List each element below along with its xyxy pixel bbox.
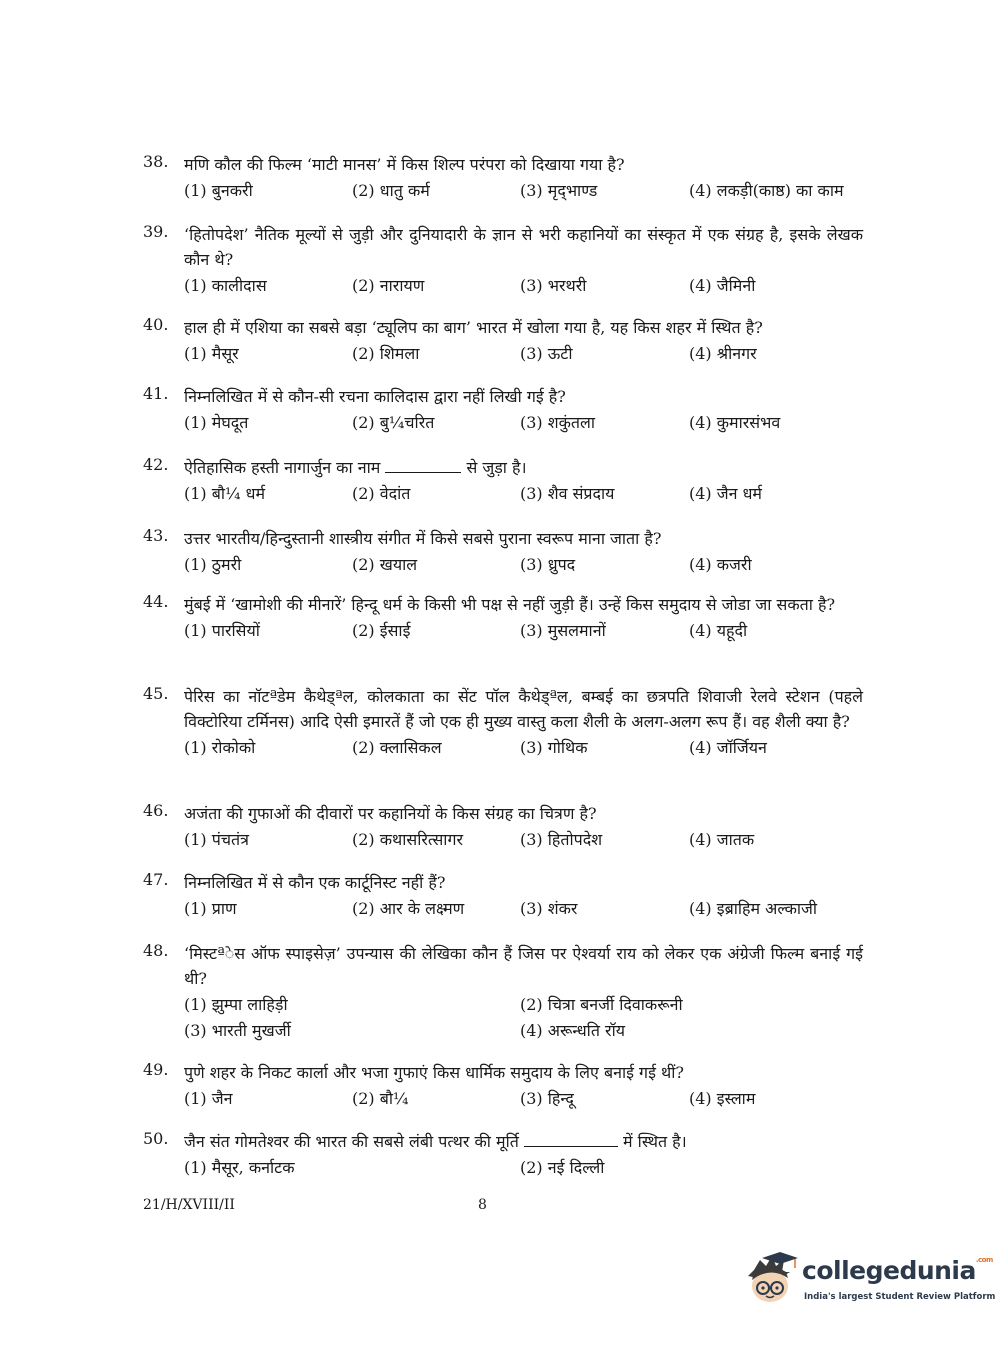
question-number: 42. xyxy=(143,455,169,474)
option-2: (2) नारायण xyxy=(352,276,425,295)
option-1: (1) मैसूर xyxy=(184,344,239,363)
option-4: (4) लकड़ी(काष्ठ) का काम xyxy=(689,181,844,200)
question-number: 38. xyxy=(143,152,169,171)
question-text: मणि कौल की फिल्म ‘माटी मानस’ में किस शिल्प परंपरा को दिखाया गया है? xyxy=(184,155,625,174)
question-39 xyxy=(143,222,863,300)
question-text: मुंबई में ‘खामोशी की मीनारें’ हिन्दू धर्म के किसी भी पक्ष से नहीं जुड़ी हैं। उन्हें किस समुदाय से जोडा जा सकता है? xyxy=(184,595,836,614)
logo-tagline: India's largest Student Review Platform xyxy=(804,1292,996,1302)
question-number: 48. xyxy=(143,941,169,960)
option-3: (3) मृद्‌भाण्ड xyxy=(520,181,598,200)
question-text: ‘हितोपदेश’ नैतिक मूल्यों से जुड़ी और दुनियादारी के ज्ञान से भरी कहानियों का संस्कृत में एक संग्रह है, इसके लेखक कौन थे? xyxy=(184,225,863,269)
option-2: (2) चित्रा बनर्जी दिवाकरूनी xyxy=(520,995,683,1014)
question-text-before: जैन संत गोमतेश्वर की भारत की सबसे लंबी पत्थर की मूर्ति xyxy=(184,1132,519,1151)
option-4: (4) इब्राहिम अल्काजी xyxy=(689,899,818,918)
question-text xyxy=(184,455,863,480)
question-text: अजंता की गुफाओं की दीवारों पर कहानियों के किस संग्रह का चित्रण है? xyxy=(184,804,597,823)
option-1: (1) बौ¼ धर्म xyxy=(184,484,266,503)
option-3: (3) शकुंतला xyxy=(520,413,596,432)
logo-text xyxy=(802,1256,993,1285)
option-2: (2) क्लासिकल xyxy=(352,738,442,757)
fill-blank xyxy=(524,1132,618,1147)
question-number: 46. xyxy=(143,801,169,820)
options xyxy=(184,274,863,300)
option-3: (3) हितोपदेश xyxy=(520,830,603,849)
question-48 xyxy=(143,941,863,1045)
option-3: (3) ध्रुपद xyxy=(520,555,576,574)
page-number: 8 xyxy=(478,1197,487,1213)
option-1: (1) मेघदूत xyxy=(184,413,249,432)
options xyxy=(184,897,863,923)
question-number: 41. xyxy=(143,384,169,403)
option-1: (1) मैसूर, कर्नाटक xyxy=(184,1158,295,1177)
options-row-2 xyxy=(184,1019,863,1045)
option-3: (3) गोथिक xyxy=(520,738,588,757)
question-text: ‘मिस्टªेस ऑफ स्पाइसेज़’ उपन्यास की लेखिका कौन हैं जिस पर ऐश्वर्या राय को लेकर एक अंग्रेजी फिल्म बनाई गई थी? xyxy=(184,944,863,988)
question-46 xyxy=(143,801,863,854)
question-text: हाल ही में एशिया का सबसे बड़ा ‘ट्यूलिप का बाग’ भारत में खोला गया है, यह किस शहर में स्थित है? xyxy=(184,318,763,337)
question-text: उत्तर भारतीय/हिन्दुस्तानी शास्त्रीय संगीत में किसे सबसे पुराना स्वरूप माना जाता है? xyxy=(184,529,662,548)
option-1: (1) पारसियों xyxy=(184,621,260,640)
question-text: निम्नलिखित में से कौन एक कार्टूनिस्ट नहीं हैं? xyxy=(184,873,446,892)
option-4: (4) जैन धर्म xyxy=(689,484,762,503)
options xyxy=(184,828,863,854)
option-2: (2) बौ¼ xyxy=(352,1089,409,1108)
logo-suffix: .com xyxy=(975,1256,993,1264)
option-2: (2) वेदांत xyxy=(352,484,411,503)
option-3: (3) शंकर xyxy=(520,899,578,918)
fill-blank xyxy=(385,458,461,473)
option-3: (3) शैव संप्रदाय xyxy=(520,484,615,503)
question-number: 47. xyxy=(143,870,169,889)
question-45 xyxy=(143,684,863,762)
options xyxy=(184,411,863,437)
option-4: (4) इस्लाम xyxy=(689,1089,756,1108)
question-text: पुणे शहर के निकट कार्ला और भजा गुफाएं किस धार्मिक समुदाय के लिए बनाई गई थीं? xyxy=(184,1063,684,1082)
option-4: (4) जॉर्जियन xyxy=(689,738,767,757)
option-3: (3) ऊटी xyxy=(520,344,573,363)
question-42 xyxy=(143,455,863,508)
question-number: 50. xyxy=(143,1129,169,1148)
option-4: (4) कुमारसंभव xyxy=(689,413,781,432)
question-47 xyxy=(143,870,863,923)
question-text-after: से जुड़ा है। xyxy=(466,458,527,477)
question-number: 45. xyxy=(143,684,169,703)
question-50 xyxy=(143,1129,863,1182)
logo-name: collegedunia xyxy=(802,1256,976,1285)
option-1: (1) बुनकरी xyxy=(184,181,253,200)
question-text: पेरिस का नॉटªडेम कैथेड्ªल, कोलकाता का सेंट पॉल कैथेड्ªल, बम्बई का छत्रपति शिवाजी रेलवे स्टेशन (पहले विक्टोरिया टर्मिनस) आदि ऐसी इमारतें हैं जो एक ही मुख्य वास्तु कला शैली के अलग-अलग रूप हैं। वह शैली क्या है? xyxy=(184,687,863,731)
options xyxy=(184,342,863,368)
options xyxy=(184,482,863,508)
option-2: (2) खयाल xyxy=(352,555,418,574)
option-2: (2) बु¼चरित xyxy=(352,413,435,432)
option-2: (2) शिमला xyxy=(352,344,420,363)
collegedunia-logo xyxy=(740,1248,996,1314)
option-2: (2) ईसाई xyxy=(352,621,411,640)
question-text-after: में स्थित है। xyxy=(623,1132,687,1151)
options xyxy=(184,1156,863,1182)
question-number: 40. xyxy=(143,315,169,334)
option-1: (1) कालीदास xyxy=(184,276,267,295)
option-3: (3) भरथरी xyxy=(520,276,587,295)
option-2: (2) आर के लक्ष्मण xyxy=(352,899,465,918)
option-4: (4) कजरी xyxy=(689,555,752,574)
options xyxy=(184,1087,863,1113)
footer-code: 21/H/XVIII/II xyxy=(143,1197,235,1213)
question-40 xyxy=(143,315,863,368)
option-1: (1) ठुमरी xyxy=(184,555,242,574)
option-1: (1) रोकोको xyxy=(184,738,256,757)
question-44 xyxy=(143,592,863,645)
option-4: (4) श्रीनगर xyxy=(689,344,757,363)
options xyxy=(184,736,863,762)
option-1: (1) झुम्पा लाहिड़ी xyxy=(184,995,288,1014)
option-4: (4) जातक xyxy=(689,830,755,849)
option-2: (2) नई दिल्ली xyxy=(520,1158,605,1177)
options-row-1 xyxy=(184,993,863,1019)
question-number: 39. xyxy=(143,222,169,241)
option-1: (1) जैन xyxy=(184,1089,233,1108)
option-1: (1) प्राण xyxy=(184,899,237,918)
question-text: निम्नलिखित में से कौन-सी रचना कालिदास द्वारा नहीं लिखी गई है? xyxy=(184,387,566,406)
option-3: (3) हिन्दू xyxy=(520,1089,574,1108)
option-4: (4) यहूदी xyxy=(689,621,748,640)
option-2: (2) धातु कर्म xyxy=(352,181,430,200)
question-number: 49. xyxy=(143,1060,169,1079)
option-4: (4) जैमिनी xyxy=(689,276,756,295)
option-3: (3) भारती मुखर्जी xyxy=(184,1021,291,1040)
question-38 xyxy=(143,152,863,205)
options xyxy=(184,553,863,579)
option-1: (1) पंचतंत्र xyxy=(184,830,249,849)
question-49 xyxy=(143,1060,863,1113)
question-text-before: ऐतिहासिक हस्ती नागार्जुन का नाम xyxy=(184,458,381,477)
question-text xyxy=(184,1129,863,1154)
question-41 xyxy=(143,384,863,437)
option-3: (3) मुसलमानों xyxy=(520,621,606,640)
question-number: 43. xyxy=(143,526,169,545)
question-43 xyxy=(143,526,863,579)
options xyxy=(184,619,863,645)
options xyxy=(184,179,863,205)
mascot-icon xyxy=(740,1248,802,1314)
option-4: (4) अरून्धति रॉय xyxy=(520,1021,625,1040)
question-number: 44. xyxy=(143,592,169,611)
option-2: (2) कथासरित्सागर xyxy=(352,830,463,849)
